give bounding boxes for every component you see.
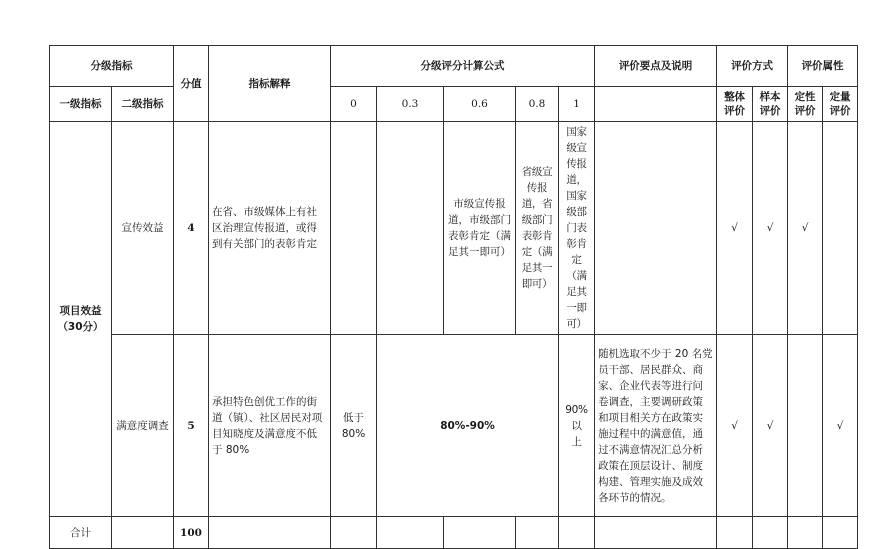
empty-cell (595, 517, 717, 549)
header-eval-method: 评价方式 (717, 46, 788, 87)
header-grade-1: 1 (559, 87, 595, 122)
table-row (50, 122, 858, 335)
empty-cell (112, 517, 174, 549)
empty-cell (444, 517, 516, 549)
row-notes (595, 122, 717, 335)
row-whole-check: √ (717, 335, 753, 517)
row-score: 4 (174, 122, 209, 335)
row-score: 5 (174, 335, 209, 517)
empty-cell (516, 517, 559, 549)
empty-cell (823, 517, 858, 549)
empty-cell (559, 517, 595, 549)
row-explanation: 在省、市级媒体上有社区治理宣传报道，或得到有关部门的表彰肯定 (209, 122, 331, 335)
row-grade-1: 90%以 上 (559, 335, 595, 517)
evaluation-table (49, 45, 858, 549)
row-grade-1: 国家级宣传报道，国家级部门表彰肯定（满足其一即可） (559, 122, 595, 335)
header-attr-quantitative: 定量 评价 (823, 87, 858, 122)
row-notes: 随机选取不少于 20 名党员干部、居民群众、商家、企业代表等进行问卷调查，主要调研政策和项目相关方在政策实施过程中的满意值，通过不满意情况汇总分析政策在顶层设计、制度构建、管理实施及成效各环节的情况。 (595, 335, 717, 517)
header-score: 分值 (174, 46, 209, 122)
header-key-points: 评价要点及说明 (595, 46, 717, 87)
row-grade-03 (377, 122, 444, 335)
row-qualitative-check (788, 335, 823, 517)
header-attr-qualitative: 定性 评价 (788, 87, 823, 122)
header-grade-0: 0 (331, 87, 377, 122)
row-quantitative-check (823, 122, 858, 335)
row-level2: 满意度调查 (112, 335, 174, 517)
row-level2: 宣传效益 (112, 122, 174, 335)
empty-cell (753, 517, 788, 549)
header-level2: 二级指标 (112, 87, 174, 122)
empty-cell (377, 517, 444, 549)
row-quantitative-check: √ (823, 335, 858, 517)
header-indicator-explanation: 指标解释 (209, 46, 331, 122)
header-eval-attribute: 评价属性 (788, 46, 858, 87)
total-score: 100 (174, 517, 209, 549)
row-sample-check: √ (753, 335, 788, 517)
header-grade-08: 0.8 (516, 87, 559, 122)
row-grade-0: 低于 80% (331, 335, 377, 517)
header-key-points-empty (595, 87, 717, 122)
total-label: 合计 (50, 517, 112, 549)
header-level1: 一级指标 (50, 87, 112, 122)
total-row (50, 517, 858, 549)
header-method-whole: 整体 评价 (717, 87, 753, 122)
empty-cell (331, 517, 377, 549)
header-formula: 分级评分计算公式 (331, 46, 595, 87)
row-explanation: 承担特色创优工作的街道（镇）、社区居民对项目知晓度及满意度不低于 80% (209, 335, 331, 517)
row-sample-check: √ (753, 122, 788, 335)
empty-cell (717, 517, 753, 549)
empty-cell (788, 517, 823, 549)
row-grade-08: 省级宣传报道，省级部门表彰肯定（满足其一即可） (516, 122, 559, 335)
row-qualitative-check: √ (788, 122, 823, 335)
row-grade-mid: 80%-90% (377, 335, 559, 517)
row-grade-06: 市级宣传报道，市级部门表彰肯定（满足其一即可） (444, 122, 516, 335)
header-grade-06: 0.6 (444, 87, 516, 122)
header-grade-indicator: 分级指标 (50, 46, 174, 87)
empty-cell (209, 517, 331, 549)
header-grade-03: 0.3 (377, 87, 444, 122)
table-row (50, 335, 858, 517)
header-method-sample: 样本 评价 (753, 87, 788, 122)
row-grade-0 (331, 122, 377, 335)
level1-indicator: 项目效益 （30分） (50, 122, 112, 517)
row-whole-check: √ (717, 122, 753, 335)
